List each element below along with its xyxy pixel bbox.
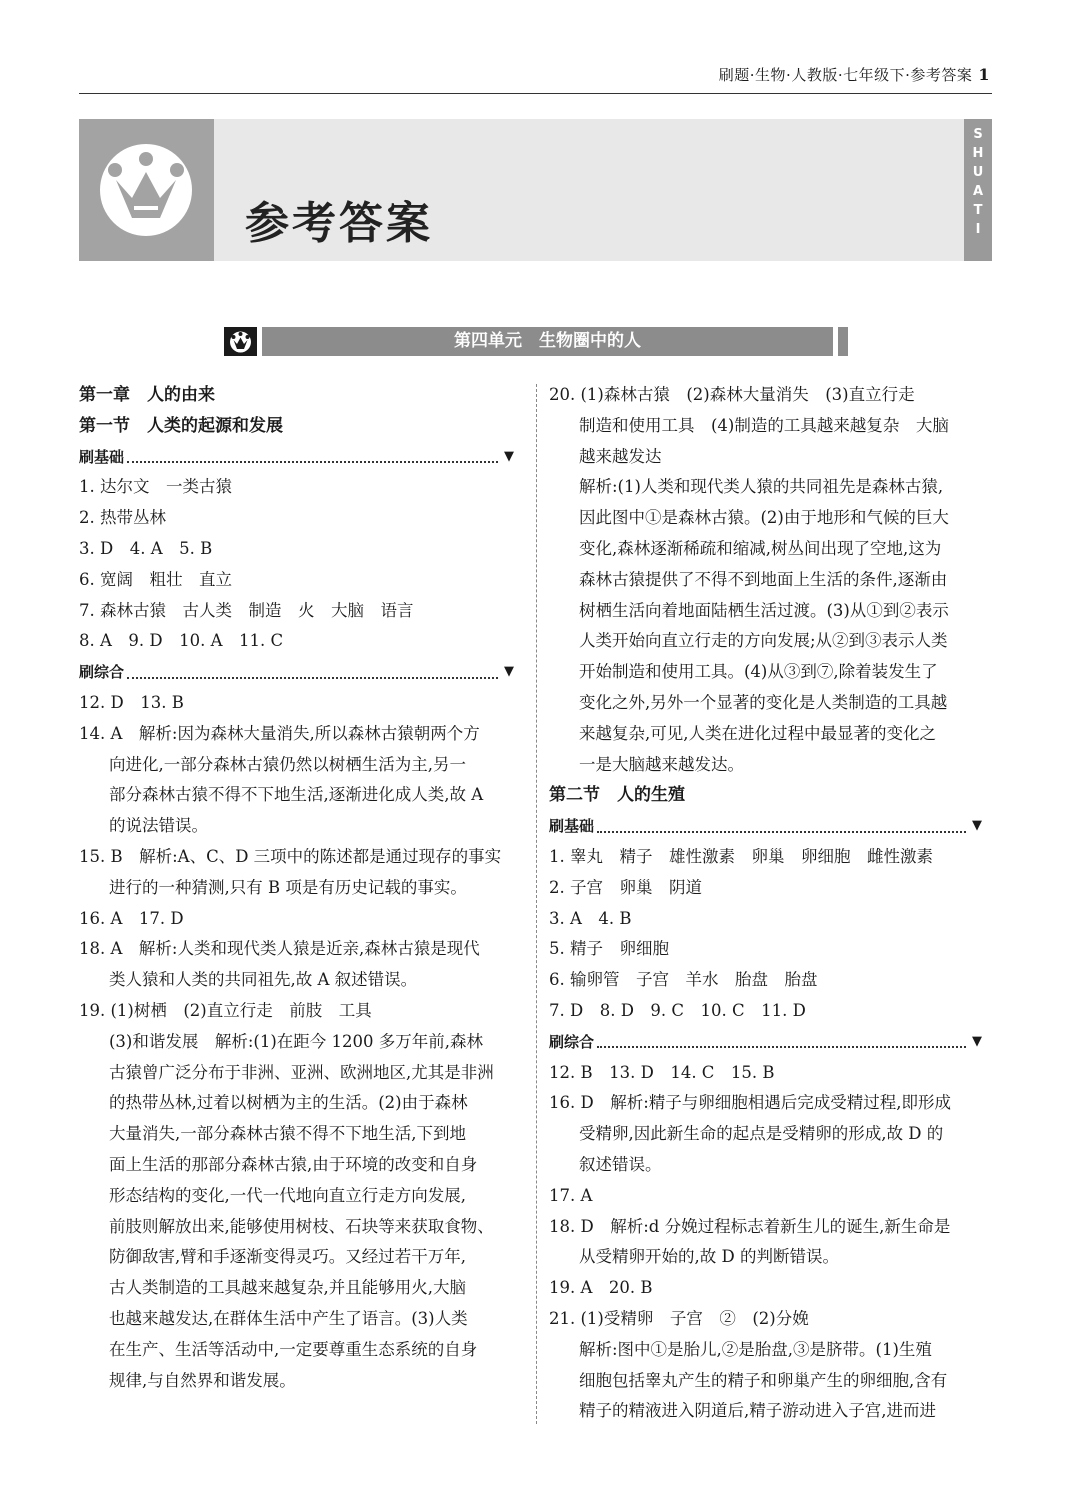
answer-line: 2. 子宫 卵巢 阴道 — [549, 877, 702, 897]
running-head-text: 刷题·生物·人教版·七年级下·参考答案 — [718, 66, 973, 84]
answer-line: 面上生活的那部分森林古猿,由于环境的改变和自身 — [109, 1154, 478, 1174]
crown-logo — [79, 119, 214, 261]
section-label-text: 刷基础 — [549, 817, 595, 836]
answer-line: 形态结构的变化,一代一代地向直立行走方向发展, — [109, 1185, 466, 1205]
answer-line: 7. D 8. D 9. C 10. C 11. D — [549, 1000, 806, 1020]
leader-dots — [597, 831, 966, 833]
answer-line: 防御敌害,臂和手逐渐变得灵巧。又经过若干万年, — [109, 1247, 466, 1267]
answer-line: 叙述错误。 — [579, 1154, 662, 1174]
chapter-title: 第一章 人的由来 — [79, 385, 215, 405]
answer-line: 森林古猿提供了不得不到地面上生活的条件,逐渐由 — [579, 569, 948, 589]
answer-line: 7. 森林古猿 古人类 制造 火 大脑 语言 — [79, 600, 414, 620]
page-number: 1 — [978, 65, 990, 84]
side-tab-shuati — [964, 119, 992, 261]
answer-line: 树栖生活向着地面陆栖生活过渡。(3)从①到②表示 — [579, 600, 949, 620]
answer-line: 17. A — [549, 1185, 593, 1205]
answer-line: 20. (1)森林古猿 (2)森林大量消失 (3)直立行走 — [549, 385, 915, 404]
answer-line: 前肢则解放出来,能够使用树枝、石块等来获取食物、 — [109, 1216, 494, 1236]
section-label-basic — [549, 811, 992, 842]
answer-line: 5. 精子 卵细胞 — [549, 939, 669, 959]
side-letter: H — [972, 146, 984, 161]
answer-line: 21. (1)受精卵 子宫 ② (2)分娩 — [549, 1308, 809, 1328]
crown-icon — [98, 142, 194, 238]
section-title: 第二节 人的生殖 — [549, 785, 685, 806]
answer-line: 3. A 4. B — [549, 908, 632, 928]
answer-line: 16. D 解析:精子与卵细胞相遇后完成受精过程,即形成 — [549, 1093, 952, 1113]
section-label-basic — [79, 442, 524, 473]
section-label-text: 刷基础 — [79, 447, 125, 466]
triangle-down-icon: ▼ — [504, 448, 514, 464]
answer-line: 19. A 20. B — [549, 1278, 653, 1298]
answer-line: 15. B 解析:A、C、D 三项中的陈述都是通过现存的事实 — [79, 846, 502, 866]
answer-line: 1. 达尔文 一类古猿 — [79, 477, 232, 497]
answer-line: 受精卵,因此新生命的起点是受精卵的形成,故 D 的 — [579, 1124, 944, 1144]
left-column — [79, 380, 524, 1396]
crown-icon — [224, 327, 257, 356]
answer-line: 16. A 17. D — [79, 908, 184, 928]
answer-line: 来越复杂,可见,人类在进化过程中最显著的变化之 — [579, 723, 936, 743]
right-column — [549, 380, 992, 1427]
side-letter: A — [972, 184, 984, 199]
answer-line: 的说法错误。 — [109, 816, 208, 836]
leader-dots — [127, 461, 498, 463]
answer-line: 细胞包括睾丸产生的精子和卵巢产生的卵细胞,含有 — [579, 1370, 948, 1390]
answer-line: 部分森林古猿不得不下地生活,逐渐进化成人类,故 A — [109, 785, 484, 805]
answer-line: 向进化,一部分森林古猿仍然以树栖生活为主,另一 — [109, 754, 466, 774]
answer-line: 类人猿和人类的共同祖先,故 A 叙述错误。 — [109, 970, 418, 990]
answer-line: 在生产、生活等活动中,一定要尊重生态系统的自身 — [109, 1339, 478, 1359]
answer-line: (3)和谐发展 解析:(1)在距今 1200 多万年前,森林 — [109, 1031, 484, 1051]
answer-line: 变化,森林逐渐稀疏和缩减,树丛间出现了空地,这为 — [579, 538, 942, 558]
section-label-text: 刷综合 — [79, 663, 125, 682]
answer-line: 1. 睾丸 精子 雄性激素 卵巢 卵细胞 雌性激素 — [549, 846, 933, 866]
section-label-comprehensive — [549, 1027, 992, 1058]
answer-line: 进行的一种猜测,只有 B 项是有历史记载的事实。 — [109, 877, 467, 897]
leader-dots — [127, 677, 498, 679]
answer-line: 一是大脑越来越发达。 — [579, 754, 744, 774]
answer-line: 14. A 解析:因为森林大量消失,所以森林古猿朝两个方 — [79, 723, 480, 743]
triangle-down-icon: ▼ — [972, 1033, 982, 1049]
unit-heading-bar — [224, 327, 848, 356]
answer-line: 解析:图中①是胎儿,②是胎盘,③是脐带。(1)生殖 — [579, 1339, 932, 1359]
answer-line: 18. A 解析:人类和现代类人猿是近亲,森林古猿是现代 — [79, 939, 480, 959]
page-title: 参考答案 — [245, 198, 433, 249]
answer-line: 越来越发达 — [579, 446, 662, 466]
answer-line: 制造和使用工具 (4)制造的工具越来越复杂 大脑 — [579, 415, 949, 435]
side-letter: T — [973, 203, 983, 218]
answer-line: 8. A 9. D 10. A 11. C — [79, 631, 284, 651]
answer-line: 精子的精液进入阴道后,精子游动进入子宫,进而进 — [579, 1401, 936, 1421]
column-divider — [536, 384, 537, 1424]
answer-line: 3. D 4. A 5. B — [79, 538, 213, 558]
answer-line: 6. 输卵管 子宫 羊水 胎盘 胎盘 — [549, 970, 818, 990]
unit-bar-end — [838, 327, 848, 356]
running-head — [719, 64, 990, 85]
answer-line: 12. D 13. B — [79, 692, 184, 712]
header-rule — [79, 93, 992, 94]
triangle-down-icon: ▼ — [972, 818, 982, 834]
section-title: 第一节 人类的起源和发展 — [79, 415, 283, 436]
unit-title: 第四单元 生物圈中的人 — [262, 327, 833, 356]
answer-line: 古猿曾广泛分布于非洲、亚洲、欧洲地区,尤其是非洲 — [109, 1062, 494, 1082]
side-letter: S — [973, 127, 983, 142]
answer-line: 开始制造和使用工具。(4)从③到⑦,除着装发生了 — [579, 662, 938, 682]
answer-line: 人类开始向直立行走的方向发展;从②到③表示人类 — [579, 631, 948, 651]
triangle-down-icon: ▼ — [504, 664, 514, 680]
answer-line: 规律,与自然界和谐发展。 — [109, 1370, 296, 1390]
section-label-comprehensive — [79, 657, 524, 688]
answer-line: 大量消失,一部分森林古猿不得不下地生活,下到地 — [109, 1124, 466, 1144]
answer-line: 12. B 13. D 14. C 15. B — [549, 1062, 775, 1082]
answer-line: 18. D 解析:d 分娩过程标志着新生儿的诞生,新生命是 — [549, 1216, 951, 1236]
answer-line: 2. 热带丛林 — [79, 508, 166, 528]
answer-line: 因此图中①是森林古猿。(2)由于地形和气候的巨大 — [579, 508, 949, 528]
answer-line: 的热带丛林,过着以树栖为主的生活。(2)由于森林 — [109, 1093, 468, 1113]
leader-dots — [597, 1046, 966, 1048]
answer-line: 古人类制造的工具越来越复杂,并且能够用火,大脑 — [109, 1278, 466, 1298]
answer-line: 也越来越发达,在群体生活中产生了语言。(3)人类 — [109, 1308, 468, 1328]
answer-line: 从受精卵开始的,故 D 的判断错误。 — [579, 1247, 839, 1267]
section-label-text: 刷综合 — [549, 1032, 595, 1051]
answer-line: 19. (1)树栖 (2)直立行走 前肢 工具 — [79, 1000, 372, 1020]
side-letter: U — [972, 165, 984, 180]
answer-line: 变化之外,另外一个显著的变化是人类制造的工具越 — [579, 692, 948, 712]
answer-line: 6. 宽阔 粗壮 直立 — [79, 569, 232, 589]
side-letter: I — [975, 222, 981, 237]
title-banner — [79, 119, 992, 261]
answer-line: 解析:(1)人类和现代类人猿的共同祖先是森林古猿, — [579, 477, 944, 497]
